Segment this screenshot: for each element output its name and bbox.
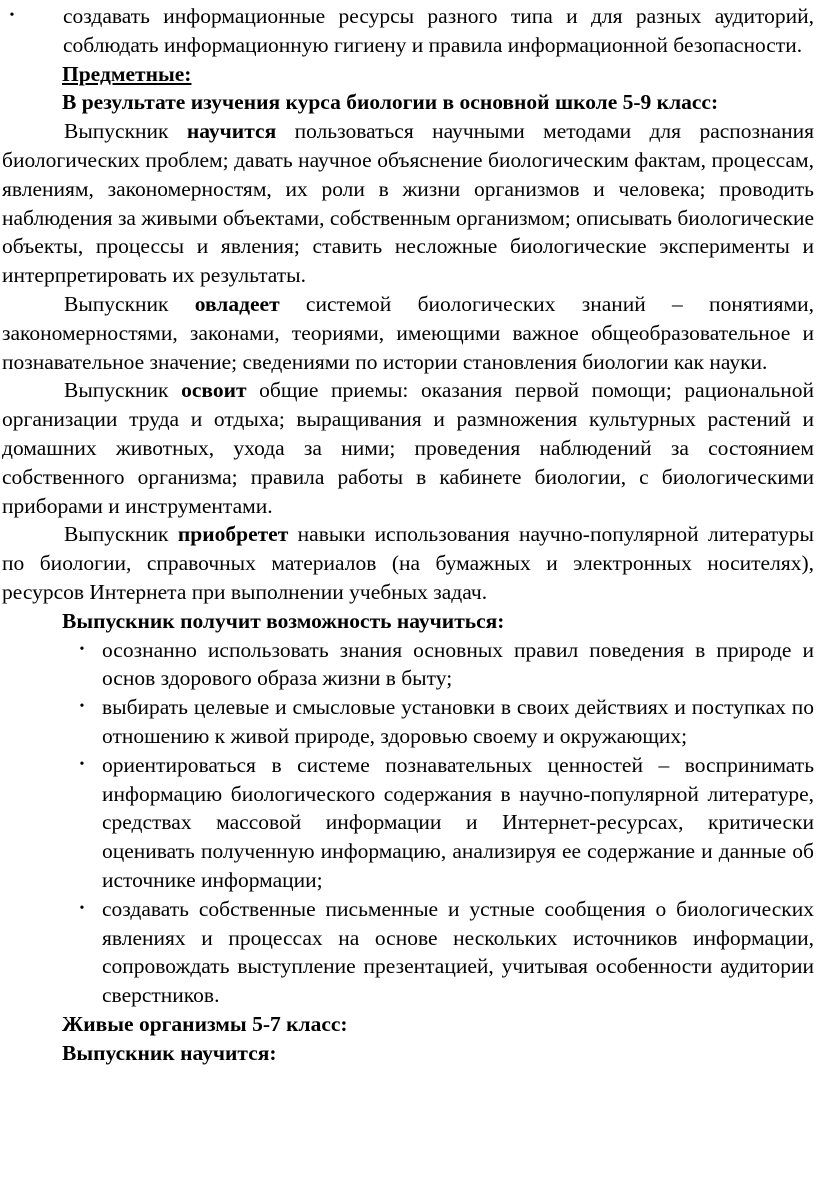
paragraph-lead: Выпускник: [64, 522, 178, 547]
paragraph-masters: [2, 290, 814, 376]
intro-bullet-item: [0, 2, 816, 60]
paragraph-gains: [2, 520, 814, 606]
paragraph-lead: Выпускник: [64, 291, 195, 316]
intro-bullet-text: создавать информационные ресурсы разного типа и для разных аудиторий, соблюдать информационную гигиену и правила информационной безопасности.: [63, 4, 814, 57]
paragraph-keyword: освоит: [181, 378, 247, 403]
opportunity-heading: Выпускник получит возможность научиться:: [62, 608, 505, 633]
subject-heading-text: Предметные:: [62, 61, 192, 86]
paragraph-lead: Выпускник: [64, 119, 187, 144]
section-heading: Живые организмы 5-7 класс:: [62, 1011, 348, 1036]
paragraph-keyword: приобретет: [177, 522, 289, 547]
list-item: [0, 693, 816, 751]
bullet-icon: •: [79, 900, 85, 916]
list-item-text: ориентироваться в системе познавательных ценностей – воспринимать информацию биологического содержания в научно-популярной литературе, средствах массовой информации и Интернет-ресурсах, критически оценивать полученную информацию, анализируя ее содержание и данные об источнике информации;: [102, 752, 814, 892]
list-item: [0, 895, 816, 1010]
subject-heading: [0, 60, 816, 89]
paragraph-learns: [2, 117, 814, 290]
bullet-icon: •: [79, 641, 85, 657]
paragraph-text: навыки использования научно-популярной литературы по биологии, справочных материалов (на бумажных и электронных носителях), ресурсов Интернета при выполнении учебных задач.: [2, 522, 814, 604]
paragraph-keyword: овладеет: [194, 291, 280, 316]
paragraph-text: общие приемы: оказания первой помощи; рациональной организации труда и отдыха; выращивания и размножения культурных растений и домашних животных, ухода за ними; проведения наблюдений за состоянием собственного организма; правила работы в кабинете биологии, с биологическими приборами и инструментами.: [2, 378, 814, 518]
paragraph-lead: Выпускник: [64, 378, 182, 403]
list-item: [0, 636, 816, 694]
list-item-text: создавать собственные письменные и устные сообщения о биологических явлениях и процессах на основе нескольких источников информации, сопровождать выступление презентацией, учитывая особенности аудитории сверстников.: [102, 896, 814, 1008]
section-subheading: Выпускник научится:: [62, 1040, 277, 1065]
list-item-text: осознанно использовать знания основных правил поведения в природе и основ здорового образа жизни в быту;: [102, 637, 814, 691]
list-item-text: выбирать целевые и смысловые установки в своих действиях и поступках по отношению к живой природе, здоровью своему и окружающих;: [102, 695, 814, 748]
bullet-icon: •: [79, 699, 85, 715]
paragraph-acquires-skills: [2, 376, 814, 520]
list-item: [0, 751, 816, 895]
paragraph-text: пользоваться научными методами для распознания биологических проблем; давать научное объяснение биологическим фактам, процессам, явлениям, закономерностям, их роли в жизни организмов и человека; проводить наблюдения за живыми объектами, собственным организмом; описывать биологические объекты, процессы и явления; ставить несложные биологические эксперименты и интерпретировать их результаты.: [2, 119, 814, 288]
course-heading: В результате изучения курса биологии в основной школе 5-9 класс:: [62, 90, 719, 115]
bullet-icon: •: [79, 756, 85, 772]
paragraph-text: системой биологических знаний – понятиями, закономерностями, законами, теориями, имеющими важное общеобразовательное и познавательное значение; сведениями по истории становления биологии как науки.: [2, 291, 814, 374]
paragraph-keyword: научится: [186, 119, 277, 144]
bullet-icon: •: [9, 8, 15, 23]
opportunity-list: [0, 636, 816, 1010]
